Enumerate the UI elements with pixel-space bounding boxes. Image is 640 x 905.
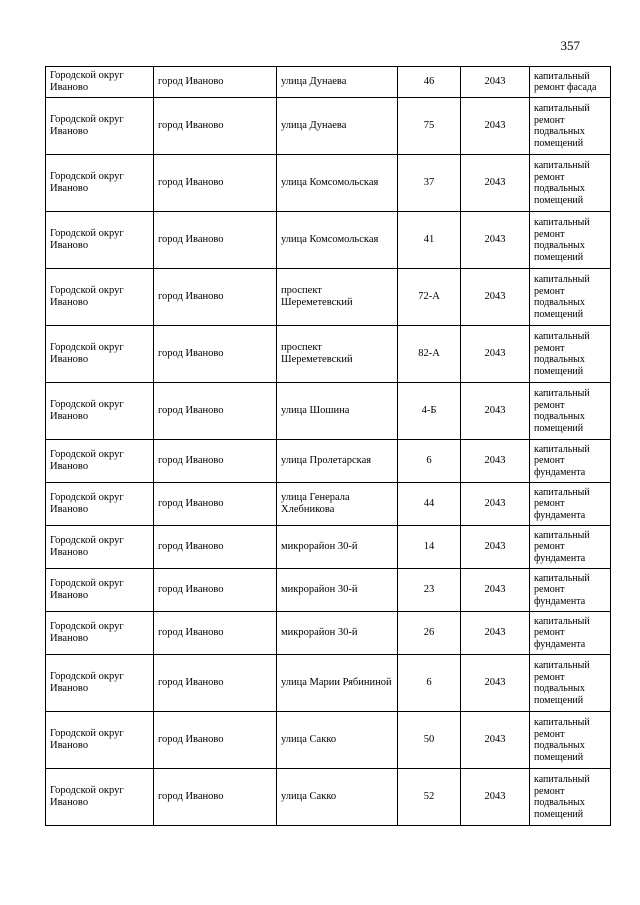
table-row <box>46 98 611 155</box>
cell-house-number: 26 <box>398 612 461 655</box>
cell-municipality: Городской округ Иваново <box>46 569 154 612</box>
table-row <box>46 155 611 212</box>
cell-work-type: капитальный ремонт фундамента <box>530 483 611 526</box>
cell-street: улица Пролетарская <box>277 440 398 483</box>
cell-year: 2043 <box>461 769 530 826</box>
cell-work-type: капитальный ремонт фундамента <box>530 569 611 612</box>
cell-street: улица Сакко <box>277 769 398 826</box>
table-row <box>46 612 611 655</box>
cell-municipality: Городской округ Иваново <box>46 269 154 326</box>
cell-work-type: капитальный ремонт подвальных помещений <box>530 383 611 440</box>
cell-street: улица Марии Рябининой <box>277 655 398 712</box>
cell-municipality: Городской округ Иваново <box>46 440 154 483</box>
cell-year: 2043 <box>461 98 530 155</box>
cell-municipality: Городской округ Иваново <box>46 612 154 655</box>
cell-municipality: Городской округ Иваново <box>46 98 154 155</box>
cell-house-number: 37 <box>398 155 461 212</box>
cell-house-number: 4-Б <box>398 383 461 440</box>
cell-municipality: Городской округ Иваново <box>46 655 154 712</box>
cell-year: 2043 <box>461 612 530 655</box>
cell-settlement: город Иваново <box>154 326 277 383</box>
cell-settlement: город Иваново <box>154 769 277 826</box>
cell-settlement: город Иваново <box>154 269 277 326</box>
table-row <box>46 383 611 440</box>
cell-work-type: капитальный ремонт подвальных помещений <box>530 326 611 383</box>
cell-house-number: 50 <box>398 712 461 769</box>
cell-municipality: Городской округ Иваново <box>46 526 154 569</box>
cell-work-type: капитальный ремонт фасада <box>530 67 611 98</box>
cell-settlement: город Иваново <box>154 440 277 483</box>
cell-house-number: 75 <box>398 98 461 155</box>
cell-municipality: Городской округ Иваново <box>46 326 154 383</box>
cell-year: 2043 <box>461 655 530 712</box>
cell-municipality: Городской округ Иваново <box>46 483 154 526</box>
cell-street: улица Дунаева <box>277 98 398 155</box>
cell-house-number: 6 <box>398 655 461 712</box>
cell-year: 2043 <box>461 526 530 569</box>
cell-municipality: Городской округ Иваново <box>46 67 154 98</box>
table-row <box>46 483 611 526</box>
cell-municipality: Городской округ Иваново <box>46 383 154 440</box>
cell-settlement: город Иваново <box>154 655 277 712</box>
cell-municipality: Городской округ Иваново <box>46 769 154 826</box>
cell-work-type: капитальный ремонт фундамента <box>530 612 611 655</box>
cell-street: улица Дунаева <box>277 67 398 98</box>
cell-year: 2043 <box>461 269 530 326</box>
cell-work-type: капитальный ремонт фундамента <box>530 440 611 483</box>
cell-year: 2043 <box>461 326 530 383</box>
cell-street: улица Комсомольская <box>277 155 398 212</box>
table-row <box>46 326 611 383</box>
cell-year: 2043 <box>461 712 530 769</box>
cell-settlement: город Иваново <box>154 483 277 526</box>
cell-year: 2043 <box>461 155 530 212</box>
cell-work-type: капитальный ремонт подвальных помещений <box>530 655 611 712</box>
cell-street: улица Сакко <box>277 712 398 769</box>
cell-street: микрорайон 30-й <box>277 526 398 569</box>
cell-settlement: город Иваново <box>154 155 277 212</box>
cell-municipality: Городской округ Иваново <box>46 155 154 212</box>
cell-work-type: капитальный ремонт подвальных помещений <box>530 269 611 326</box>
cell-street: улица Шошина <box>277 383 398 440</box>
table-row <box>46 526 611 569</box>
cell-house-number: 14 <box>398 526 461 569</box>
table-row <box>46 712 611 769</box>
cell-street: проспект Шереметевский <box>277 326 398 383</box>
cell-year: 2043 <box>461 569 530 612</box>
cell-work-type: капитальный ремонт фундамента <box>530 526 611 569</box>
cell-street: улица Комсомольская <box>277 212 398 269</box>
table-row <box>46 769 611 826</box>
cell-work-type: капитальный ремонт подвальных помещений <box>530 98 611 155</box>
table-row <box>46 440 611 483</box>
housing-repair-table <box>45 66 611 826</box>
cell-work-type: капитальный ремонт подвальных помещений <box>530 769 611 826</box>
cell-street: микрорайон 30-й <box>277 569 398 612</box>
cell-settlement: город Иваново <box>154 212 277 269</box>
table-body <box>46 67 611 826</box>
page-number: 357 <box>560 38 580 53</box>
cell-municipality: Городской округ Иваново <box>46 212 154 269</box>
cell-year: 2043 <box>461 212 530 269</box>
cell-municipality: Городской округ Иваново <box>46 712 154 769</box>
table-row <box>46 269 611 326</box>
cell-street: проспект Шереметевский <box>277 269 398 326</box>
cell-street: микрорайон 30-й <box>277 612 398 655</box>
table-row <box>46 569 611 612</box>
cell-house-number: 72-А <box>398 269 461 326</box>
cell-house-number: 23 <box>398 569 461 612</box>
cell-year: 2043 <box>461 440 530 483</box>
cell-settlement: город Иваново <box>154 569 277 612</box>
table-row <box>46 67 611 98</box>
cell-street: улица Генерала Хлебникова <box>277 483 398 526</box>
cell-settlement: город Иваново <box>154 98 277 155</box>
cell-year: 2043 <box>461 67 530 98</box>
cell-house-number: 46 <box>398 67 461 98</box>
cell-house-number: 6 <box>398 440 461 483</box>
cell-settlement: город Иваново <box>154 526 277 569</box>
cell-work-type: капитальный ремонт подвальных помещений <box>530 212 611 269</box>
cell-year: 2043 <box>461 383 530 440</box>
cell-settlement: город Иваново <box>154 383 277 440</box>
cell-settlement: город Иваново <box>154 612 277 655</box>
cell-year: 2043 <box>461 483 530 526</box>
cell-house-number: 52 <box>398 769 461 826</box>
cell-work-type: капитальный ремонт подвальных помещений <box>530 712 611 769</box>
cell-work-type: капитальный ремонт подвальных помещений <box>530 155 611 212</box>
table-row <box>46 212 611 269</box>
table-row <box>46 655 611 712</box>
cell-settlement: город Иваново <box>154 67 277 98</box>
cell-settlement: город Иваново <box>154 712 277 769</box>
cell-house-number: 41 <box>398 212 461 269</box>
cell-house-number: 82-А <box>398 326 461 383</box>
cell-house-number: 44 <box>398 483 461 526</box>
